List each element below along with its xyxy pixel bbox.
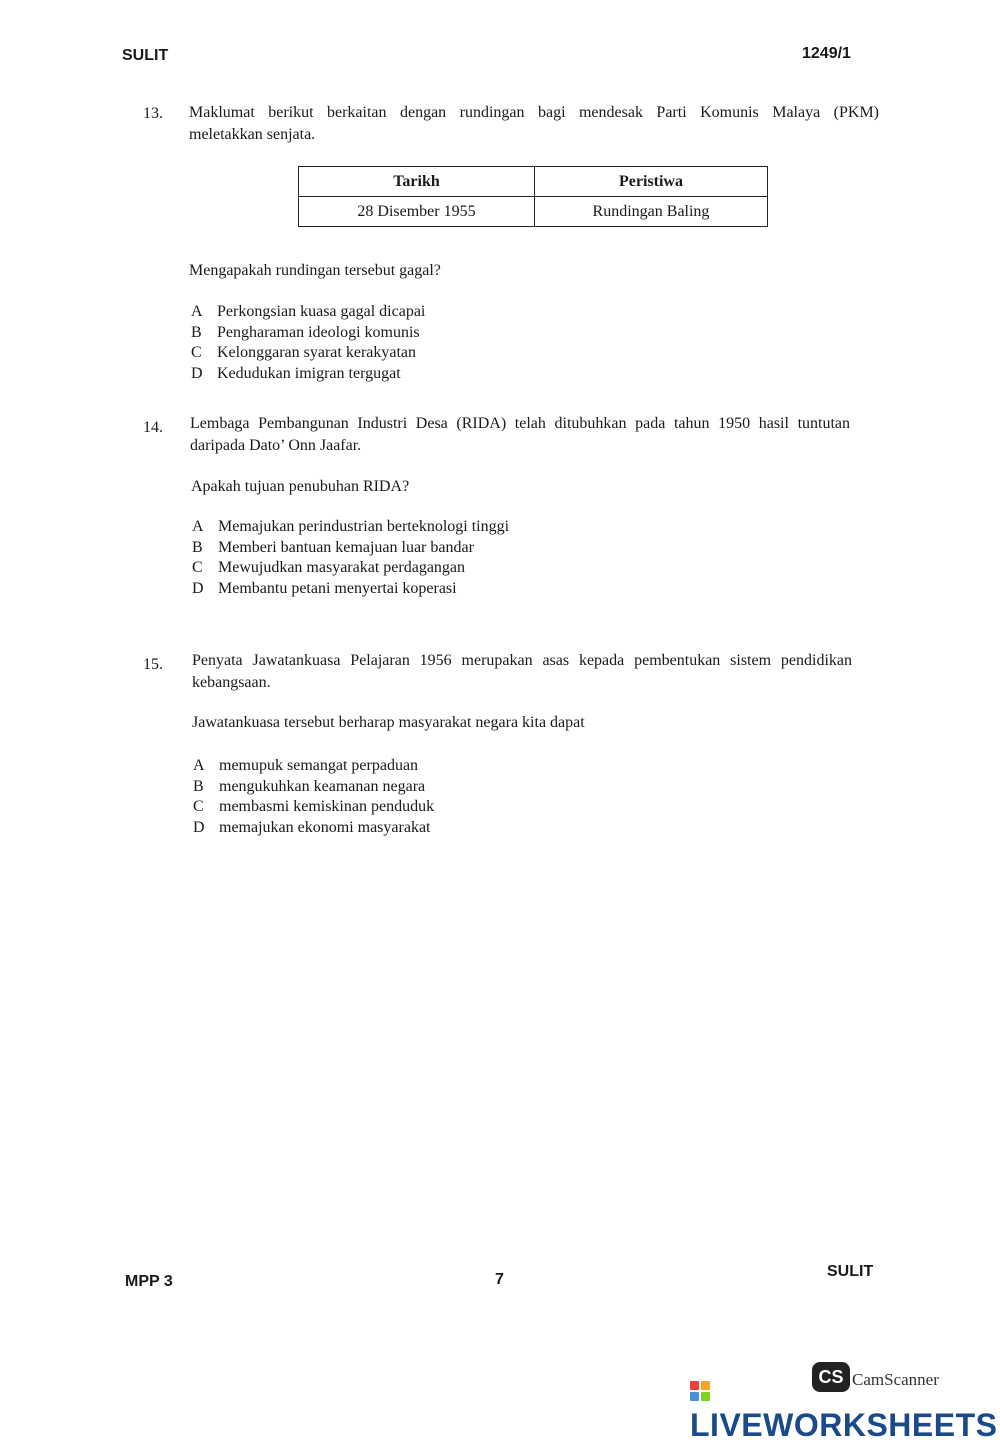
option-letter: D bbox=[193, 818, 205, 836]
option-letter: D bbox=[192, 579, 204, 597]
option-letter: C bbox=[191, 344, 202, 361]
option-text: Perkongsian kuasa gagal dicapai bbox=[217, 303, 426, 320]
option-text: Membantu petani menyertai koperasi bbox=[218, 579, 457, 597]
option-letter: C bbox=[193, 798, 204, 815]
option-13-c[interactable] bbox=[191, 343, 425, 364]
table-row bbox=[299, 197, 768, 227]
option-13-a[interactable] bbox=[191, 302, 425, 323]
question-13-line-1: Maklumat berikut berkaitan dengan rundingan bagi mendesak Parti Komunis Malaya (PKM) bbox=[189, 104, 879, 121]
option-text: Pengharaman ideologi komunis bbox=[217, 323, 420, 341]
logo-square bbox=[690, 1392, 699, 1401]
table-cell-event: Rundingan Baling bbox=[535, 197, 768, 227]
liveworksheets-watermark[interactable] bbox=[690, 1370, 1000, 1443]
option-15-c[interactable] bbox=[193, 797, 434, 818]
option-text: Kelonggaran syarat kerakyatan bbox=[217, 344, 417, 361]
option-14-a[interactable] bbox=[192, 517, 509, 538]
option-15-a[interactable] bbox=[193, 756, 434, 777]
table-header-tarikh: Tarikh bbox=[299, 167, 535, 197]
question-15-options bbox=[193, 756, 434, 838]
camscanner-badge: CS bbox=[812, 1362, 850, 1392]
question-14-options bbox=[192, 517, 509, 599]
table-header-row bbox=[299, 167, 768, 197]
option-13-b[interactable] bbox=[191, 323, 425, 344]
liveworksheets-logo-icon bbox=[690, 1381, 710, 1401]
header-sulit: SULIT bbox=[122, 47, 169, 64]
camscanner-text: CamScanner bbox=[852, 1370, 939, 1389]
liveworksheets-brand: LIVEWORKSHEETS bbox=[690, 1407, 998, 1443]
logo-square bbox=[701, 1392, 710, 1401]
option-letter: B bbox=[193, 777, 204, 795]
option-letter: C bbox=[192, 559, 203, 576]
option-letter: B bbox=[192, 538, 203, 556]
option-13-d[interactable] bbox=[191, 364, 425, 385]
option-15-d[interactable] bbox=[193, 818, 434, 839]
question-13-number: 13. bbox=[143, 105, 163, 122]
option-14-c[interactable] bbox=[192, 558, 509, 579]
question-15-stem: Jawatankuasa tersebut berharap masyarakat negara kita dapat bbox=[192, 714, 585, 731]
option-14-d[interactable] bbox=[192, 579, 509, 600]
page-number: 7 bbox=[495, 1271, 504, 1288]
option-14-b[interactable] bbox=[192, 538, 509, 559]
table-header-peristiwa: Peristiwa bbox=[535, 167, 768, 197]
question-13-stem: Mengapakah rundingan tersebut gagal? bbox=[189, 262, 441, 279]
option-letter: D bbox=[191, 364, 203, 382]
option-text: Kedudukan imigran tergugat bbox=[217, 364, 401, 382]
question-14-stem: Apakah tujuan penubuhan RIDA? bbox=[191, 478, 410, 495]
question-15-number: 15. bbox=[143, 656, 163, 673]
question-13-table bbox=[298, 166, 768, 227]
footer-sulit: SULIT bbox=[827, 1263, 874, 1280]
option-text: mengukuhkan keamanan negara bbox=[219, 777, 426, 795]
option-letter: A bbox=[192, 518, 204, 535]
question-15-line-2: kebangsaan. bbox=[192, 674, 271, 691]
option-letter: B bbox=[191, 323, 202, 341]
question-14-text bbox=[190, 413, 850, 457]
option-text: Memberi bantuan kemajuan luar bandar bbox=[218, 538, 474, 556]
table-cell-date: 28 Disember 1955 bbox=[299, 197, 535, 227]
logo-square bbox=[701, 1381, 710, 1390]
question-15-text bbox=[192, 650, 852, 694]
question-14-line-2: daripada Dato’ Onn Jaafar. bbox=[190, 437, 362, 454]
question-13-line-2: meletakkan senjata. bbox=[189, 126, 316, 143]
question-14-number: 14. bbox=[143, 419, 163, 436]
option-text: memajukan ekonomi masyarakat bbox=[219, 818, 431, 836]
logo-square bbox=[690, 1381, 699, 1390]
question-13-text bbox=[189, 102, 879, 146]
option-letter: A bbox=[191, 303, 203, 320]
option-15-b[interactable] bbox=[193, 777, 434, 798]
question-14-line-1: Lembaga Pembangunan Industri Desa (RIDA) telah ditubuhkan pada tahun 1950 hasil tuntutan bbox=[190, 415, 850, 432]
option-letter: A bbox=[193, 757, 205, 774]
question-13-options bbox=[191, 302, 425, 384]
option-text: Mewujudkan masyarakat perdagangan bbox=[218, 559, 466, 576]
option-text: Memajukan perindustrian berteknologi tinggi bbox=[218, 518, 510, 535]
header-paper-code: 1249/1 bbox=[802, 45, 851, 62]
option-text: memupuk semangat perpaduan bbox=[219, 757, 419, 774]
option-text: membasmi kemiskinan penduduk bbox=[219, 798, 435, 815]
footer-mpp: MPP 3 bbox=[125, 1273, 173, 1290]
question-15-line-1: Penyata Jawatankuasa Pelajaran 1956 merupakan asas kepada pembentukan sistem pendidikan bbox=[192, 652, 852, 669]
